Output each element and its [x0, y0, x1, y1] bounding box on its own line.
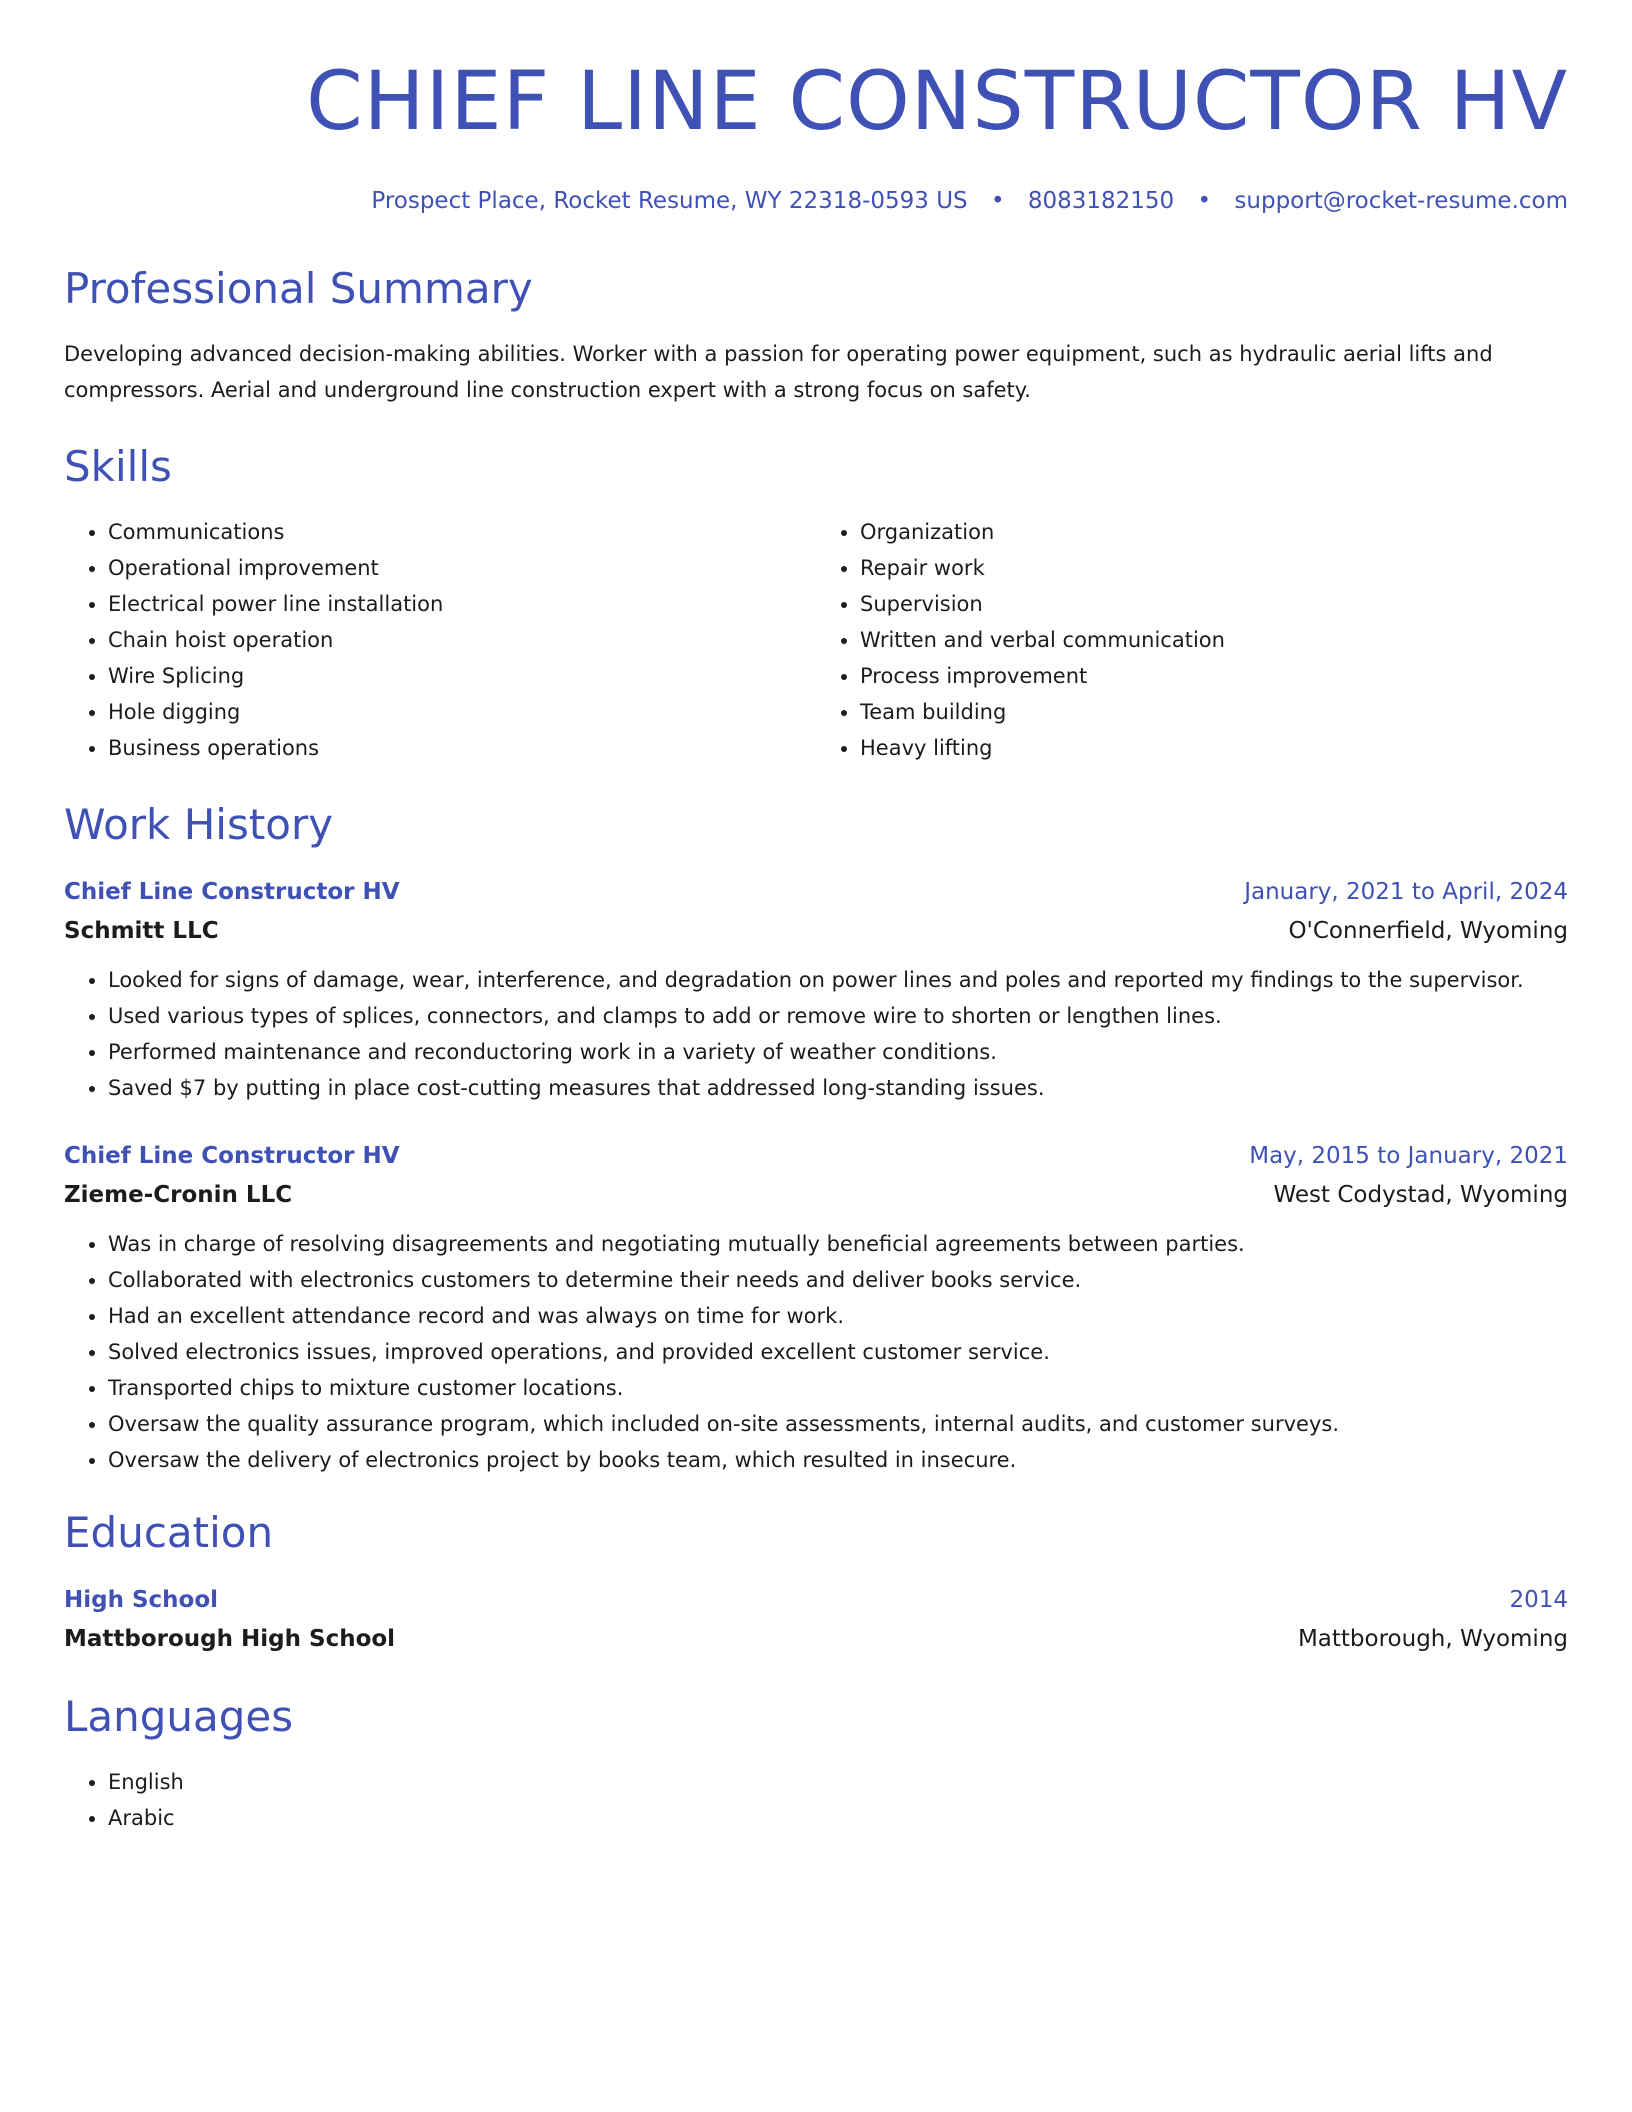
- languages-section: [64, 1692, 1568, 1836]
- resume-header: [64, 0, 1568, 216]
- education-degree: High School: [64, 1587, 219, 1613]
- skill-item: • Team building: [860, 694, 1568, 730]
- skills-columns: [64, 514, 1568, 766]
- job-header-row: [64, 872, 1568, 912]
- education-header-row: [64, 1580, 1568, 1620]
- job-company-row: [64, 912, 1568, 950]
- job-location: West Codystad, Wyoming: [1273, 1182, 1568, 1208]
- education-school-row: [64, 1620, 1568, 1658]
- job-company-row: [64, 1176, 1568, 1214]
- job-header-row: [64, 1136, 1568, 1176]
- skills-section: [64, 442, 1568, 766]
- job-bullet: • Collaborated with electronics customers to determine their needs and deliver books service.: [108, 1262, 1568, 1298]
- education-title: Education: [64, 1508, 274, 1557]
- job-entry: [64, 1136, 1568, 1478]
- job-company: Zieme-Cronin LLC: [64, 1182, 293, 1208]
- job-bullets: [64, 1226, 1568, 1478]
- skill-item: • Heavy lifting: [860, 730, 1568, 766]
- job-company: Schmitt LLC: [64, 918, 219, 944]
- contact-email: support@rocket-resume.com: [1234, 188, 1568, 214]
- job-bullet: • Looked for signs of damage, wear, interference, and degradation on power lines and poles and reported my findings to the supervisor.: [108, 962, 1568, 998]
- job-bullet: • Was in charge of resolving disagreements and negotiating mutually beneficial agreements between parties.: [108, 1226, 1568, 1262]
- language-item: • Arabic: [108, 1800, 1568, 1836]
- education-school: Mattborough High School: [64, 1626, 396, 1652]
- skills-list-right: [816, 514, 1568, 766]
- education-location: Mattborough, Wyoming: [1297, 1626, 1568, 1652]
- job-location: O'Connerfield, Wyoming: [1288, 918, 1568, 944]
- contact-line: [64, 186, 1568, 216]
- languages-title: Languages: [64, 1692, 294, 1741]
- languages-list: [64, 1764, 1568, 1836]
- job-bullet: • Solved electronics issues, improved operations, and provided excellent customer service.: [108, 1334, 1568, 1370]
- skill-item: • Operational improvement: [108, 550, 816, 586]
- skills-list-left: [64, 514, 816, 766]
- summary-title: Professional Summary: [64, 264, 533, 313]
- skill-item: • Hole digging: [108, 694, 816, 730]
- candidate-name: CHIEF LINE CONSTRUCTOR HV: [306, 55, 1568, 149]
- job-dates: January, 2021 to April, 2024: [1244, 879, 1568, 905]
- education-year: 2014: [1509, 1587, 1568, 1613]
- job-bullet: • Saved $7 by putting in place cost-cutting measures that addressed long-standing issues.: [108, 1070, 1568, 1106]
- contact-separator: •: [1197, 188, 1212, 214]
- skill-item: • Written and verbal communication: [860, 622, 1568, 658]
- skill-item: • Process improvement: [860, 658, 1568, 694]
- language-item: • English: [108, 1764, 1568, 1800]
- skill-item: • Organization: [860, 514, 1568, 550]
- job-dates: May, 2015 to January, 2021: [1249, 1143, 1568, 1169]
- skill-item: • Supervision: [860, 586, 1568, 622]
- skills-title: Skills: [64, 442, 172, 491]
- job-bullet: • Oversaw the quality assurance program, which included on-site assessments, internal audits, and customer surveys.: [108, 1406, 1568, 1442]
- job-title: Chief Line Constructor HV: [64, 1143, 400, 1169]
- skill-item: • Wire Splicing: [108, 658, 816, 694]
- job-bullets: [64, 962, 1568, 1106]
- work-history-title: Work History: [64, 800, 334, 849]
- skill-item: • Communications: [108, 514, 816, 550]
- skill-item: • Business operations: [108, 730, 816, 766]
- education-section: [64, 1508, 1568, 1658]
- summary-section: [64, 264, 1568, 408]
- summary-text: Developing advanced decision-making abilities. Worker with a passion for operating power equipment, such as hydraulic aerial lifts and compressors. Aerial and underground line construction expert with a strong focus on safety.: [64, 342, 1493, 402]
- job-title: Chief Line Constructor HV: [64, 879, 400, 905]
- skill-item: • Chain hoist operation: [108, 622, 816, 658]
- contact-separator: •: [990, 188, 1005, 214]
- job-bullet: • Had an excellent attendance record and was always on time for work.: [108, 1298, 1568, 1334]
- skill-item: • Electrical power line installation: [108, 586, 816, 622]
- work-history-section: [64, 800, 1568, 1478]
- job-bullet: • Oversaw the delivery of electronics project by books team, which resulted in insecure.: [108, 1442, 1568, 1478]
- job-bullet: • Performed maintenance and reconductoring work in a variety of weather conditions.: [108, 1034, 1568, 1070]
- job-bullet: • Used various types of splices, connectors, and clamps to add or remove wire to shorten or lengthen lines.: [108, 998, 1568, 1034]
- job-entry: [64, 872, 1568, 1106]
- job-bullet: • Transported chips to mixture customer locations.: [108, 1370, 1568, 1406]
- skill-item: • Repair work: [860, 550, 1568, 586]
- contact-address: Prospect Place, Rocket Resume, WY 22318-0593 US: [371, 188, 968, 214]
- contact-phone: 8083182150: [1027, 188, 1175, 214]
